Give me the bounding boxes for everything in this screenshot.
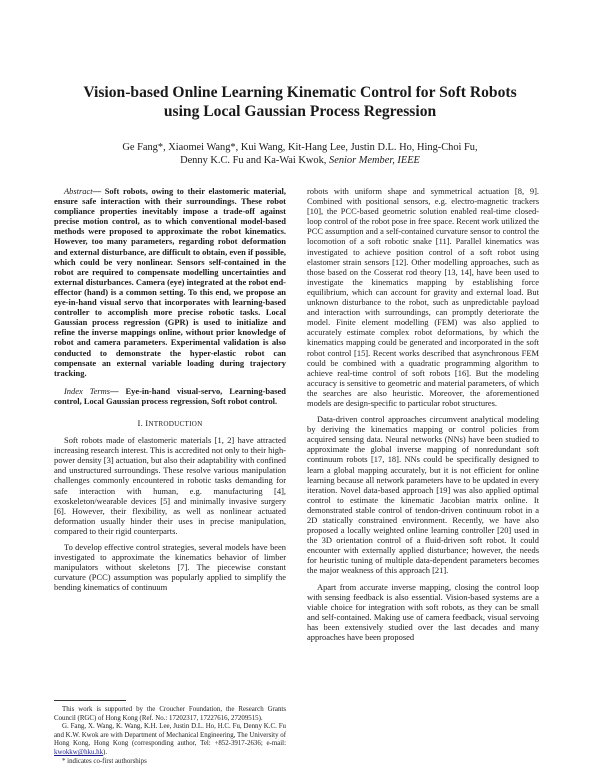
footnote-support: This work is supported by the Croucher Foundation, the Research Grants Council (RGC) of Hong Kong (Ref. No.: 17202317, 17227616, 27209515). — [54, 706, 286, 722]
right-column — [307, 186, 539, 642]
authors-line-1: Ge Fang*, Xiaomei Wang*, Kui Wang, Kit-Hang Lee, Justin D.L. Ho, Hing-Choi Fu, — [122, 142, 478, 153]
authors-membership: Senior Member, IEEE — [329, 155, 420, 166]
title-line-2: using Local Gaussian Process Regression — [163, 103, 437, 120]
abstract-text: — Soft robots, owing to their elastomeric material, ensure safe interaction with their surroundings. These robot compliance properties inevitably impose a trade-off against precise motion control, as to which conventional model-based methods were proposed to approximate the robot kinematics. However, too many parameters, regarding robot deformation and external disturbance, are difficult to obtain, even if possible, which could be very nonlinear. Sensors self-contained in the robot are required to compensate modelling uncertainties and external disturbances. Camera (eye) integrated at the robot end-effector (hand) is a common setting. To this end, we propose an eye-in-hand visual servo that incorporates with learning-based controller to accomplish more precise robotic tasks. Local Gaussian process regression (GPR) is used to initialize and refine the inverse mappings online, without prior knowledge of robot and camera parameters. Experimental validation is also conducted to demonstrate the hyper-elastic robot can compensate an external variable loading during trajectory tracking. — [54, 186, 286, 378]
footnote-divider — [54, 700, 126, 701]
authors-line-2-names: Denny K.C. Fu and Ka-Wai Kwok, — [180, 155, 327, 166]
paragraph: Apart from accurate inverse mapping, closing the control loop with sensing feedback is also essential. Vision-based systems are a viable choice for integration with soft robots, as they can be small and self-contained. Making use of camera feedback, visual servoing has been extensively studied over the last decades and many approaches have been proposed — [307, 581, 539, 643]
footnote-cofirst: * indicates co-first authorships — [62, 757, 147, 765]
paragraph: robots with uniform shape and symmetrical actuation [8, 9]. Combined with positional sensors, e.g. electro-magnetic trackers [10], the PCC-based geometric solution enabled real-time closed-loop control of the robot pose in free space. Recent work utilized the PCC assumption and a self-contained curvature sensor to control the locomotion of a soft robotic snake [11]. Parallel kinematics was investigated to achieve position control of a soft robot using elastomer strain sensors [12]. Other modelling approaches, such as those based on the Cosserat rod theory [13, 14], have been used to investigate the kinematics mapping by establishing force equilibrium, which can account for gravity and external load. But unknown disturbance to the robot, such as unpredictable payload and interaction with surroundings, can promptly deteriorate the model. Finite element modelling (FEM) was also applied to accurately estimate complex robot deformations, by which the kinematics mapping could be generated and incorporated in the soft robot control [15]. Recent works described that asynchronous FEM could be combined with a quadratic programming algorithm to achieve real-time control of soft robots [16]. But the modeling accuracy is sensitive to geometric and material parameters, of which the searches are also heuristic. Moreover, the aforementioned models are design-specific to particular robot structures. — [307, 186, 539, 408]
affiliation-text: G. Fang, X. Wang, K. Wang, K.H. Lee, Justin D.L. Ho, H.C. Fu, Denny K.C. Fu and K.W. Kwok are with Department of Mechanical Engineering, The University of Hong Kong, Hong Kong (corresponding author, Tel: +852-3917-2636; e-mail: — [54, 723, 286, 748]
paragraph: To develop effective control strategies, several models have been investigated to approximate the kinematics behavior of limber manipulators without skeletons [7]. The piecewise constant curvature (PCC) assumption was popularly applied to simplify the bending kinematics of continuum — [54, 542, 286, 593]
paragraph: Data-driven control approaches circumvent analytical modeling by deriving the kinematics mapping or control policies from acquired sensing data. Neural networks (NNs) have been studied to approximate the global inverse mapping of nonredundant soft continuum robots [17, 18]. NNs could be specifically designed to learn a global mapping accurately, but it is not efficient for online learning because all network parameters have to be updated in every iteration. Novel data-based approach [19] was also applied optimal control to estimate the kinematic Jacobian matrix online. It demonstrated stable control of tendon-driven continuum robot in a 2D statically constrained environment. Recently, we have also proposed a locally weighted online learning controller [20] used in the 3D orientation control of a fluid-driven soft robot. It could encounter with externally applied disturbance; however, the needs for heuristic tuning of multiple data-dependent parameters becomes the major weakness of this approach [21]. — [307, 414, 539, 576]
paragraph: Soft robots made of elastomeric materials [1, 2] have attracted increasing research interest. This is accredited not only to their high-power density [3] actuation, but also their adaptability with confined and unstructured surroundings. These resolve various manipulation challenges commonly encountered in robotic tasks demanding for safe interaction with human, e.g. manufacturing [4], exoskeleton/wearable devices [5] and minimally invasive surgery [6]. However, their flexibility, as well as nonlinear actuated deformation usually hinder their uses in precise manipulation, compared to their rigid counterparts. — [54, 435, 286, 536]
title-line-1: Vision-based Online Learning Kinematic Control for Soft Robots — [83, 84, 517, 101]
paper-title — [40, 83, 560, 121]
footnotes — [54, 706, 286, 766]
left-column — [54, 186, 286, 592]
section-heading-introduction — [54, 418, 286, 429]
index-terms — [54, 386, 286, 406]
authors-line-2 — [40, 154, 560, 167]
section-title-rest: NTRODUCTION — [148, 419, 203, 428]
index-terms-label: Index Terms — [64, 385, 111, 396]
author-list — [40, 141, 560, 167]
abstract-label: Abstract — [64, 186, 93, 196]
section-numeral: I. — [137, 417, 143, 428]
email-link[interactable]: kwokkw@hku.hk — [54, 748, 104, 756]
affiliation-end: ). — [103, 748, 108, 756]
abstract — [54, 186, 286, 378]
footnote-affiliation — [54, 723, 286, 757]
index-terms-text: — Eye-in-hand visual-servo, Learning-based control, Local Gaussian process regression, Soft robot control. — [54, 385, 286, 406]
section-title-initial: I — [145, 417, 149, 428]
